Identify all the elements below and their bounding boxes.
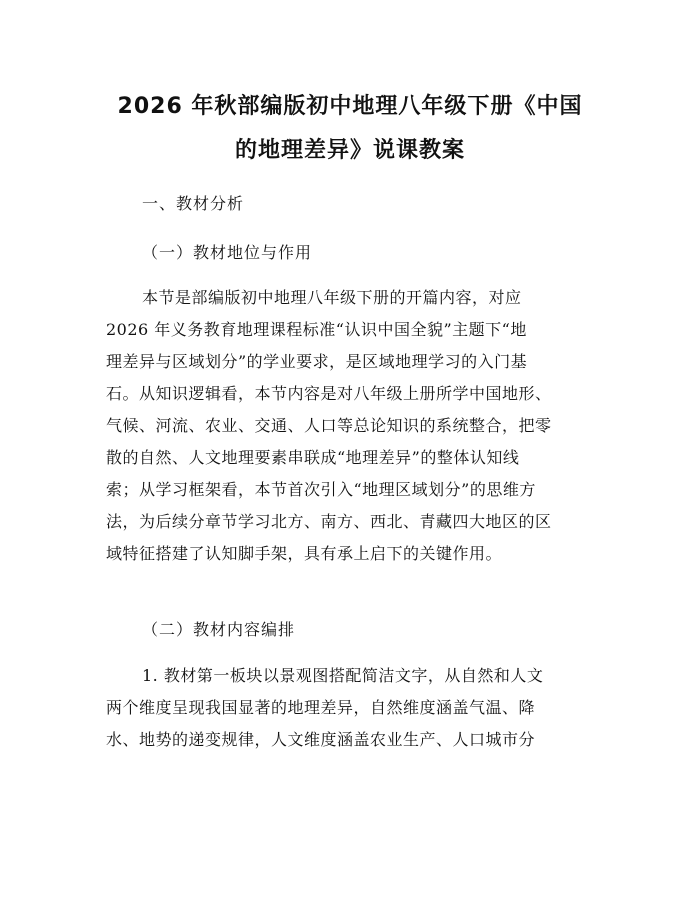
paragraph-line: 两个维度呈现我国显著的地理差异，自然维度涵盖气温、降: [106, 698, 536, 717]
paragraph-line: 水、地势的递变规律，人文维度涵盖农业生产、人口城市分: [106, 730, 536, 749]
subsection-heading-position-role: （一）教材地位与作用: [142, 243, 313, 262]
paragraph-line: 索；从学习框架看，本节首次引入“地理区域划分”的思维方: [106, 480, 536, 499]
paragraph-line: 石。从知识逻辑看，本节内容是对八年级上册所学中国地形、: [106, 384, 552, 403]
paragraph-line: 域特征搭建了认知脚手架，具有承上启下的关键作用。: [106, 544, 503, 563]
document-title-line-2: 的地理差异》说课教案: [234, 138, 465, 163]
paragraph-line: 2026 年义务教育地理课程标准“认识中国全貌”主题下“地: [106, 320, 527, 339]
document-title-line-1: 2026 年秋部编版初中地理八年级下册《中国: [117, 94, 583, 119]
paragraph-line: 散的自然、人文地理要素串联成“地理差异”的整体认知线: [106, 448, 520, 467]
paragraph-line: 法，为后续分章节学习北方、南方、西北、青藏四大地区的区: [106, 512, 552, 531]
section-heading-textbook-analysis: 一、教材分析: [142, 194, 245, 213]
paragraph-content-arrangement: [106, 660, 600, 756]
paragraph-line: 本节是部编版初中地理八年级下册的开篇内容，对应: [142, 288, 522, 307]
subsection-heading-content-arrangement: （二）教材内容编排: [142, 620, 296, 639]
paragraph-line: 1. 教材第一板块以景观图搭配简洁文字，从自然和人文: [142, 666, 544, 685]
paragraph-position-role: [106, 282, 600, 570]
paragraph-line: 气候、河流、农业、交通、人口等总论知识的系统整合，把零: [106, 416, 552, 435]
paragraph-line: 理差异与区域划分”的学业要求，是区域地理学习的入门基: [106, 352, 528, 371]
